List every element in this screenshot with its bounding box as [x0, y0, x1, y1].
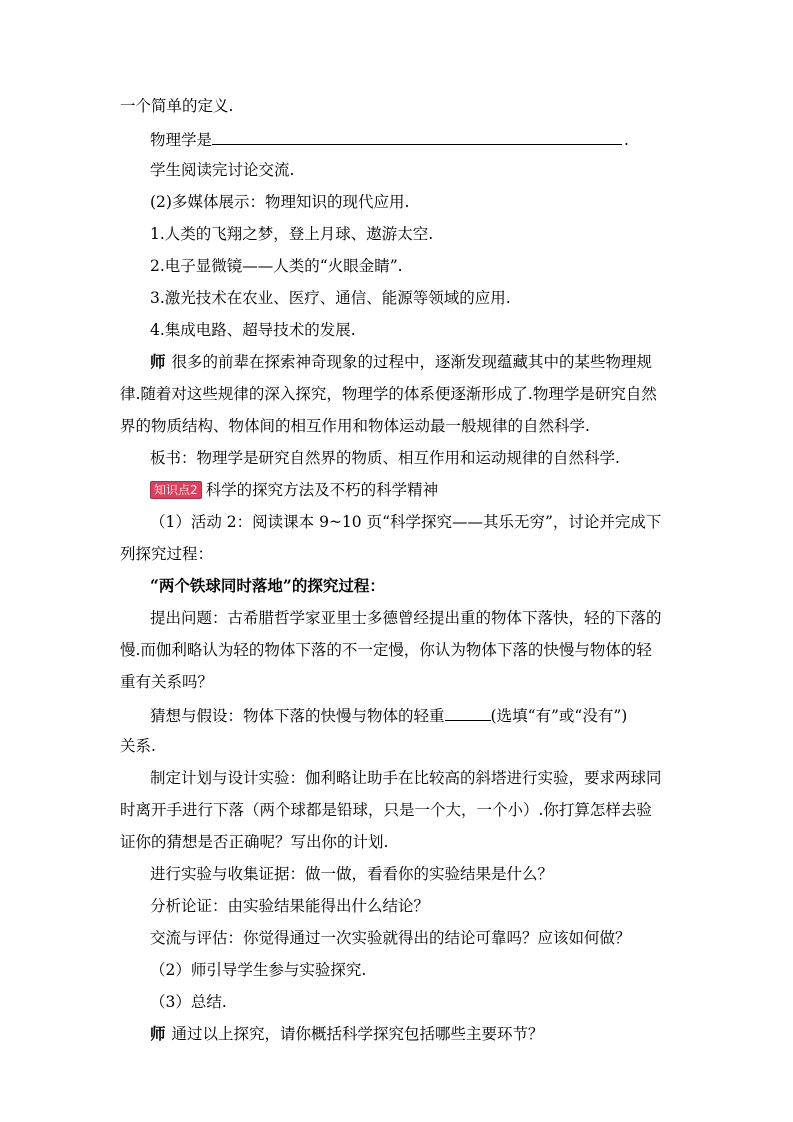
- teacher-paragraph: 师 很多的前辈在探索神奇现象的过程中，逐渐发现蕴藏其中的某些物理规: [150, 352, 653, 371]
- answer-blank[interactable]: [212, 128, 622, 145]
- subheading: “两个铁球同时落地”的探究过程：: [150, 576, 385, 595]
- text-line: 制定计划与设计实验：伽利略让助手在比较高的斜塔进行实验，要求两球同: [150, 769, 662, 787]
- text-line: （3）总结.: [150, 993, 227, 1011]
- text-line: 慢.而伽利略认为轻的物体下落的不一定慢，你认为物体下落的快慢与物体的轻: [120, 641, 652, 659]
- list-item: 1.人类的飞翔之梦，登上月球、遨游太空.: [150, 225, 434, 243]
- hypothesis-fill-line: 猜想与假设：物体下落的快慢与物体的轻重 (选填“有”或“没有”): [150, 704, 680, 726]
- teacher-paragraph: 师 通过以上探究，请你概括科学探究包括哪些主要环节？: [150, 1024, 544, 1043]
- text-line: 学生阅读完讨论交流.: [150, 161, 295, 179]
- definition-fill-line: 物理学是 .: [150, 128, 680, 150]
- knowledge-point-badge: 知识点2: [150, 481, 202, 499]
- text-line: 关系.: [120, 737, 156, 755]
- list-item: 3.激光技术在农业、医疗、通信、能源等领域的应用.: [150, 289, 511, 307]
- text-line: （1）活动 2：阅读课本 9~10 页“科学探究——其乐无穷”，讨论并完成下: [150, 513, 662, 531]
- teacher-label: 师: [150, 1024, 166, 1043]
- text-line: 提出问题：古希腊哲学家亚里士多德曾经提出重的物体下落快，轻的下落的: [150, 609, 662, 627]
- text-line: 律.随着对这些规律的深入探究，物理学的体系便逐渐形成了.物理学是研究自然: [120, 385, 657, 403]
- text-line: 界的物质结构、物体间的相互作用和物体运动最一般规律的自然科学.: [120, 417, 590, 435]
- text-line: 证你的猜想是否正确呢？写出你的计划.: [120, 833, 389, 851]
- section-heading: 知识点2 科学的探究方法及不朽的科学精神: [150, 480, 680, 500]
- blackboard-note: 板书：物理学是研究自然界的物质、相互作用和运动规律的自然科学.: [150, 449, 620, 467]
- teacher-label: 师: [150, 352, 166, 371]
- list-item: 2.电子显微镜——人类的“火眼金睛”.: [150, 257, 403, 275]
- text-line: 列探究过程：: [120, 545, 214, 563]
- text-line: (2)多媒体展示：物理知识的现代应用.: [150, 193, 410, 211]
- text-line: （2）师引导学生参与实验探究.: [150, 961, 367, 979]
- text-line: 一个简单的定义.: [120, 97, 234, 115]
- list-item: 4.集成电路、超导技术的发展.: [150, 321, 356, 339]
- text-line: 重有关系吗？: [120, 673, 214, 691]
- text-line: 进行实验与收集证据：做一做，看看你的实验结果是什么？: [150, 865, 554, 883]
- text-line: 交流与评估：你觉得通过一次实验就得出的结论可靠吗？应该如何做？: [150, 929, 631, 947]
- answer-blank[interactable]: [445, 704, 491, 721]
- text-line: 分析论证：由实验结果能得出什么结论？: [150, 897, 430, 915]
- text-line: 时离开手进行下落（两个球都是铅球，只是一个大，一个小）.你打算怎样去验: [120, 801, 652, 819]
